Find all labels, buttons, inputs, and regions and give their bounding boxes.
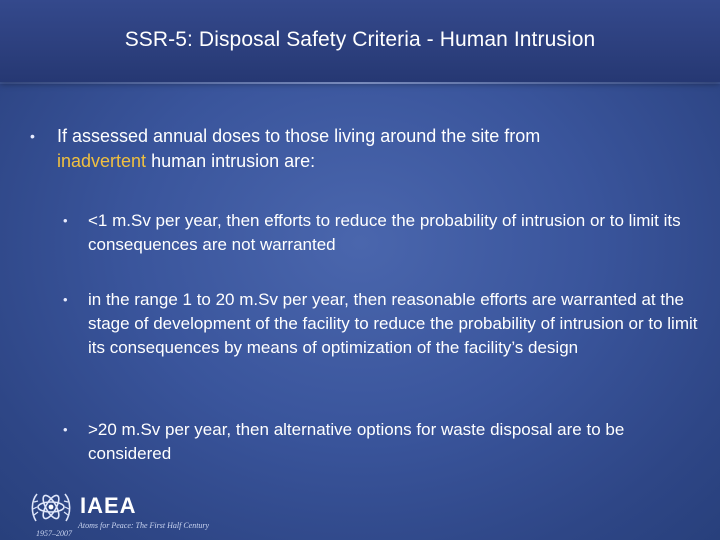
sub-bullet-3 [63,418,703,466]
sub-bullet-marker: • [63,213,68,228]
iaea-logo [28,485,228,540]
logo-tagline: Atoms for Peace: The First Half Century [78,521,210,530]
logo-wordmark: IAEA [80,493,137,518]
bullet-marker: • [30,128,35,144]
sub-bullet-marker: • [63,292,68,307]
sub-bullet-text: in the range 1 to 20 m.Sv per year, then reasonable efforts are warranted at the stage of development of the facility to reduce the probability of intrusion or to limit its consequences by means of optimization of the facility’s design [88,290,698,357]
sub-bullet-1 [63,209,703,257]
main-bullet [30,124,680,174]
sub-bullet-text: <1 m.Sv per year, then efforts to reduce the probability of intrusion or to limit its consequences are not warranted [88,211,681,254]
atom-emblem-icon [28,485,74,531]
sub-bullet-text: >20 m.Sv per year, then alternative options for waste disposal are to be considered [88,420,625,463]
logo-years: 1957–2007 [36,529,72,538]
slide-title: SSR-5: Disposal Safety Criteria - Human Intrusion [124,28,596,51]
sub-bullet-2 [63,288,703,360]
highlight-word: inadvertent [57,151,147,171]
sub-bullet-marker: • [63,422,68,437]
title-bar [0,0,720,82]
main-bullet-prefix: If assessed annual doses to those living around the site from [57,126,541,146]
main-bullet-suffix: human intrusion are: [151,151,316,171]
main-bullet-text [57,124,680,174]
